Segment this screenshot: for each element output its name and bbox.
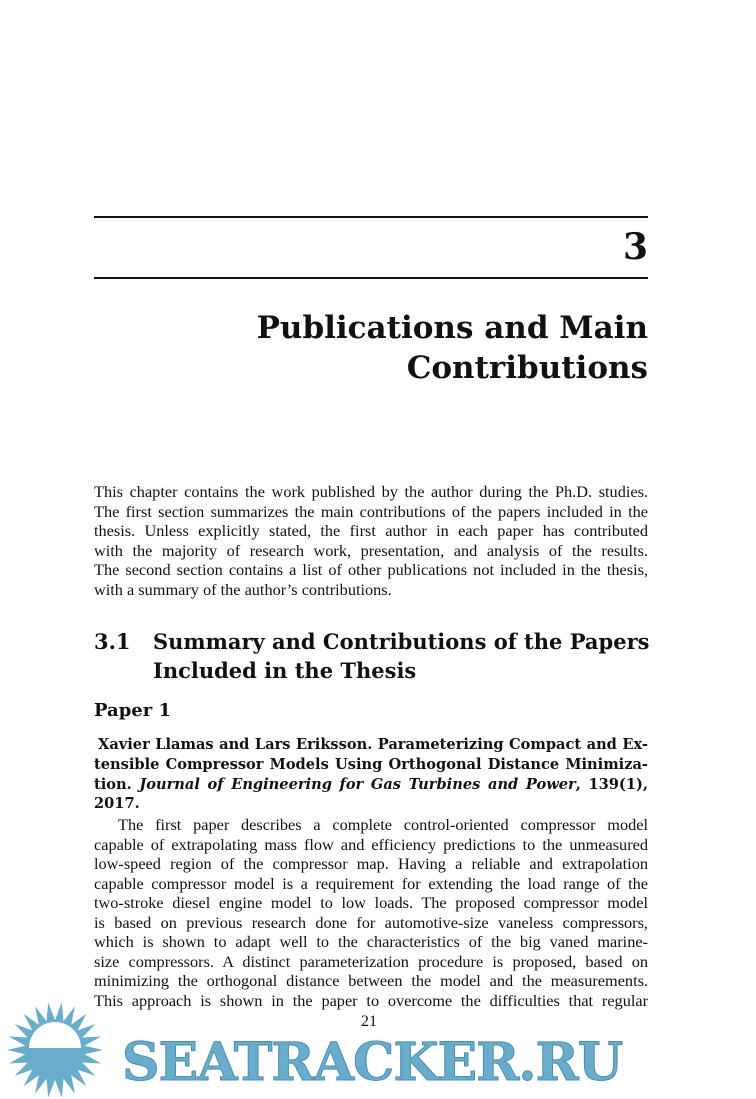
chapter-number: 3 xyxy=(622,226,648,268)
citation-line: tensible Compressor Models Using Orthogonal Distance Minimiza- xyxy=(94,756,648,773)
body-line: size compressors. A distinct parameterization procedure is proposed, based on xyxy=(94,951,648,971)
citation-text: , 139(1), xyxy=(575,776,648,793)
body-line: is based on previous research done for automotive-size vaneless compressors, xyxy=(94,912,648,932)
chapter-title-line: Contributions xyxy=(406,350,648,386)
intro-line: with the majority of research work, presentation, and analysis of the results. xyxy=(94,540,648,560)
paper-heading: Paper 1 xyxy=(94,700,172,721)
citation-line: 2017. xyxy=(94,795,140,812)
section-title-line: Summary and Contributions of the Papers xyxy=(153,629,650,654)
body-line: The first paper describes a complete control-oriented compressor model xyxy=(118,815,648,834)
chapter-title-line: Publications and Main xyxy=(256,310,648,346)
body-line: This approach is shown in the paper to overcome the difficulties that regular xyxy=(94,990,648,1010)
citation-text: tion. xyxy=(94,776,132,793)
chapter-rule-bottom xyxy=(94,277,648,279)
intro-line: with a summary of the author’s contributions. xyxy=(94,580,392,599)
section-title-line: Included in the Thesis xyxy=(153,658,417,683)
intro-line: thesis. Unless explicitly stated, the first author in each paper has contributed xyxy=(94,521,648,541)
intro-line: The second section contains a list of other publications not included in the thesis, xyxy=(94,560,648,580)
body-line: which is shown to adapt well to the characteristics of the big vaned marine- xyxy=(94,932,648,951)
intro-line: This chapter contains the work published by the author during the Ph.D. studies. xyxy=(94,482,648,501)
body-line: low-speed region of the compressor map. Having a reliable and extrapolation xyxy=(94,854,648,873)
body-line: capable compressor model is a requirement for extending the load range of the xyxy=(94,873,648,893)
chapter-rule-top xyxy=(94,216,648,218)
body-line: minimizing the orthogonal distance between the model and the measurements. xyxy=(94,971,648,990)
body-line: capable of extrapolating mass flow and efficiency predictions to the unmeasured xyxy=(94,834,648,854)
citation-line: Xavier Llamas and Lars Eriksson. Parameterizing Compact and Ex- xyxy=(98,736,648,753)
intro-line: The first section summarizes the main contributions of the papers included in the xyxy=(94,501,648,521)
journal-name: Journal of Engineering for Gas Turbines and Power xyxy=(139,776,576,793)
section-number: 3.1 xyxy=(94,629,131,654)
citation-line xyxy=(94,775,648,794)
body-line: two-stroke diesel engine model to low loads. The proposed compressor model xyxy=(94,893,648,912)
watermark-text: SEATRACKER.RU xyxy=(122,1032,623,1093)
page-number: 21 xyxy=(361,1013,377,1030)
